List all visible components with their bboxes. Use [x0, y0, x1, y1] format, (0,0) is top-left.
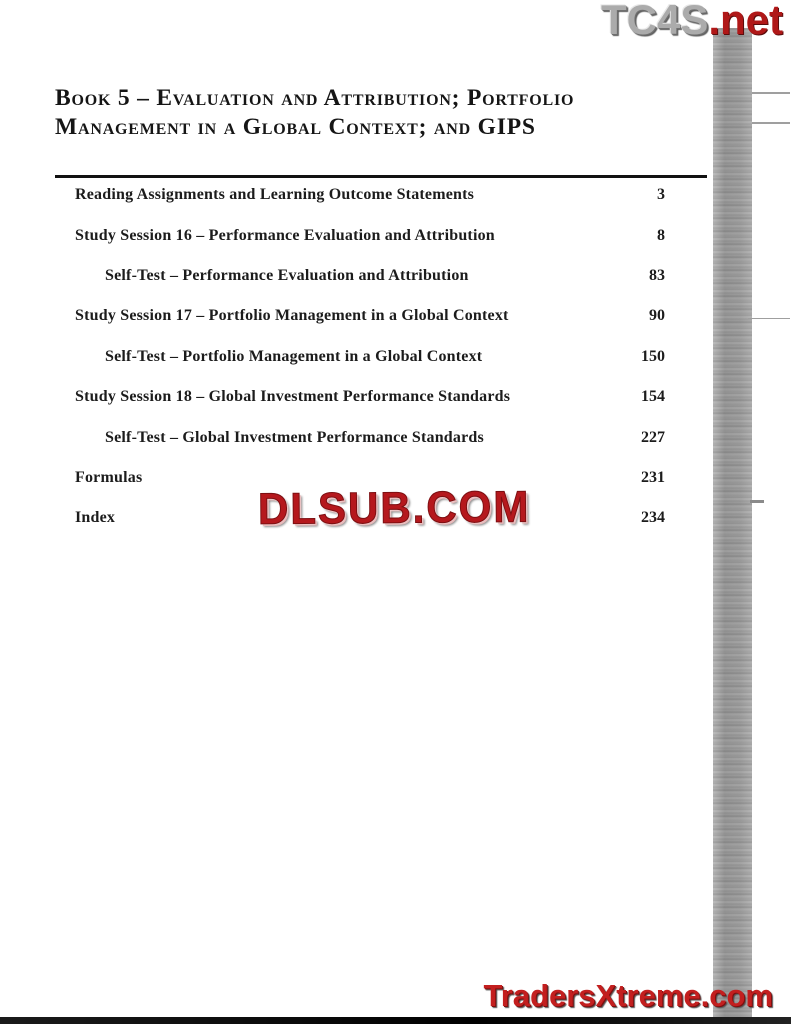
toc-entry-label: Study Session 16 – Performance Evaluation and Attribution — [75, 226, 495, 244]
toc-entry-page: 227 — [641, 428, 665, 446]
toc-row — [75, 377, 665, 417]
toc-entry-label: Study Session 18 – Global Investment Performance Standards — [75, 388, 511, 406]
toc-entry-page: 231 — [641, 468, 665, 486]
toc-row — [75, 417, 665, 457]
toc-entry-label: Self-Test – Global Investment Performance Standards — [105, 428, 484, 446]
watermark-bottom-right: TradersXtreme.com — [483, 978, 773, 1013]
toc-entry-label: Self-Test – Performance Evaluation and Attribution — [105, 266, 469, 284]
watermark-center-stamp: DLSUB.COM — [257, 481, 531, 534]
toc-entry-page: 8 — [657, 226, 665, 244]
watermark-top-right — [601, 0, 783, 44]
scan-artifact-line — [748, 318, 790, 319]
page-title: Book 5 – Evaluation and Attribution; Portfolio Management in a Global Context; and GIPS — [55, 85, 575, 140]
toc-entry-page: 234 — [641, 509, 665, 527]
scan-artifact-strip — [713, 28, 752, 1017]
toc-entry-label: Index — [75, 509, 116, 527]
toc-entry-page: 3 — [657, 186, 665, 204]
toc-entry-label: Self-Test – Portfolio Management in a Global Context — [105, 347, 483, 365]
scan-edge-bar — [0, 1017, 791, 1024]
toc-row — [75, 296, 665, 336]
toc-entry-label: Reading Assignments and Learning Outcome Statements — [75, 186, 475, 204]
watermark-top-tld: .net — [708, 0, 783, 43]
toc-entry-page: 154 — [641, 388, 665, 406]
toc-row — [75, 256, 665, 296]
scan-artifact-line — [752, 122, 790, 124]
watermark-top-name: TC4S — [600, 0, 709, 43]
toc-entry-page: 83 — [649, 266, 665, 284]
scan-artifact-line — [750, 500, 764, 503]
scan-artifact-line — [752, 92, 790, 94]
toc-row — [75, 337, 665, 377]
toc-row — [75, 175, 665, 215]
toc-entry-page: 150 — [641, 347, 665, 365]
toc-entry-label: Study Session 17 – Portfolio Management in a Global Context — [75, 307, 509, 325]
toc-entry-page: 90 — [649, 307, 665, 325]
toc-entry-label: Formulas — [75, 468, 143, 486]
toc-row — [75, 215, 665, 255]
